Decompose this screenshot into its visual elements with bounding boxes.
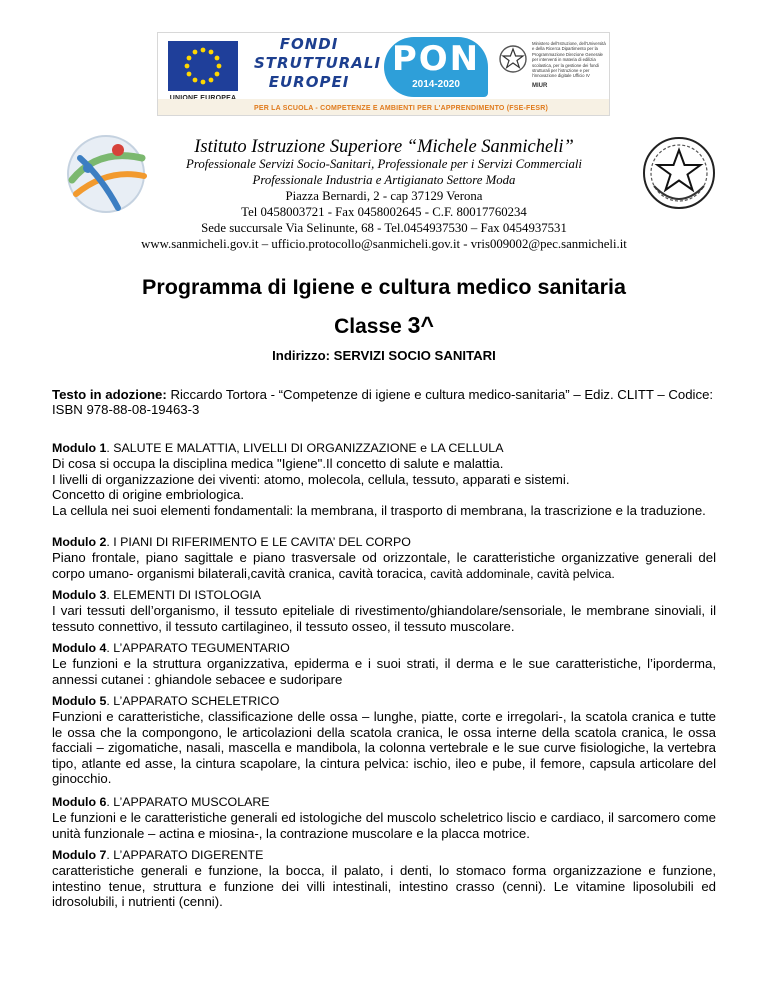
pon-years: 2014-2020 <box>412 79 460 90</box>
module-heading <box>52 848 716 863</box>
indirizzo: Indirizzo: SERVIZI SOCIO SANITARI <box>272 348 496 363</box>
module-1 <box>52 441 716 518</box>
fondi-strutturali-logo <box>254 35 382 99</box>
module-line: Concetto di origine embriologica. <box>52 487 245 503</box>
miur-text: Ministero dell'Istruzione, dell'Università e della Ricerca Dipartimento per la Programmazione Direzione Generale per interventi in materia di edilizia scolastica, per la gestione dei fondi strutturali per l'istruzione e per l'innovazione digitale Ufficio IV <box>532 41 606 79</box>
school-address: Piazza Bernardi, 2 - cap 37129 Verona <box>285 189 483 203</box>
module-label: Modulo 1 <box>52 441 107 455</box>
module-2 <box>52 535 716 582</box>
module-text: caratteristiche generali e funzione, la bocca, il palato, i denti, lo stomaco forma organizzazione e funzione, intestino tenue, struttura e funzione dei villi intestinali, intestino crasso (cenni). Le vitamine liposolubili ed idrosolubili, i nutrienti (cenni). <box>52 863 716 910</box>
module-line: I livelli di organizzazione dei viventi: atomo, molecola, cellula, tessuto, apparati e sistemi. <box>52 471 570 487</box>
class-label: Classe <box>334 315 402 338</box>
module-label: Modulo 4 <box>52 641 107 655</box>
module-heading <box>52 535 716 550</box>
module-title: . I PIANI DI RIFERIMENTO E LE CAVITA’ DEL CORPO <box>106 535 411 549</box>
module-text <box>52 550 716 582</box>
class-number: 3^ <box>407 312 434 338</box>
module-text: Funzioni e caratteristiche, classificazione delle ossa – lunghe, piatte, corte e irregolari-, la scatola cranica e tutte le ossa che la compongono, le articolazioni della scatola cranica, le ossa interne della scatola cranica, le ossa facciali – zigomatiche, nasali, mascella e mandibola, la colonna vertebrale e le sue curve fisiologiche, la vertebra tipo, atlante ed asse, la cintura scapolare, la cintura pelvica: ischio, ileo e pube, il femore, capsula articolare del ginocchio. <box>52 709 716 787</box>
module-label: Modulo 5 <box>52 694 107 708</box>
banner-slogan: PER LA SCUOLA - COMPETENZE E AMBIENTI PER L'APPRENDIMENTO (FSE-FESR) <box>254 105 548 112</box>
module-title: . L’APPARATO SCHELETRICO <box>106 694 280 708</box>
module-label: Modulo 2 <box>52 535 107 549</box>
module-title: . L’APPARATO TEGUMENTARIO <box>106 641 290 655</box>
module-title: . ELEMENTI DI ISTOLOGIA <box>106 588 262 602</box>
module-text-main: Piano frontale, piano sagittale e piano trasversale od orizzontale, le caratteristiche organizzative generali del corpo umano- organismi bilaterali,cavità cranica, cavità toracica, <box>52 550 716 581</box>
module-5 <box>52 694 716 786</box>
module-text: Le funzioni e la struttura organizzativa, epiderma e i suoi strati, il derma e le sue caratteristiche, l’iporderma, annessi cutanei : ghiandole sebacee e sudoripare <box>52 656 716 687</box>
module-heading <box>52 795 716 810</box>
module-label: Modulo 6 <box>52 795 107 809</box>
module-label: Modulo 3 <box>52 588 107 602</box>
module-text: Le funzioni e le caratteristiche generali ed istologiche del muscolo scheletrico liscio e cardiaco, il sarcomero come unità funzionale – actina e miosina-, la contrazione muscolare e la placca motrice. <box>52 810 716 841</box>
school-courses-line: Professionale Industria e Artigianato Settore Moda <box>252 173 516 187</box>
module-6 <box>52 795 716 841</box>
module-title: . L’APPARATO DIGERENTE <box>106 848 264 862</box>
module-heading <box>52 694 716 709</box>
module-heading <box>52 641 716 656</box>
textbook-label: Testo in adozione: <box>52 387 167 402</box>
school-name: Istituto Istruzione Superiore “Michele Sanmicheli” <box>194 137 574 157</box>
module-title: . SALUTE E MALATTIA, LIVELLI DI ORGANIZZAZIONE e LA CELLULA <box>106 441 504 455</box>
module-4 <box>52 641 716 687</box>
module-line: Di cosa si occupa la disciplina medica "Igiene".Il concetto di salute e malattia. <box>52 456 504 472</box>
document-title: Programma di Igiene e cultura medico sanitaria <box>142 275 626 299</box>
textbook-text: Riccardo Tortora - “Competenze di igiene e cultura medico-sanitaria” – Ediz. CLITT – Codice: ISBN 978-88-08-19463-3 <box>52 387 714 418</box>
school-branch: Sede succursale Via Selinunte, 68 - Tel.0454937530 – Fax 0454937531 <box>201 221 567 235</box>
fondi-line: FONDI <box>279 35 339 53</box>
module-title: . L’APPARATO MUSCOLARE <box>106 795 270 809</box>
module-heading <box>52 588 716 603</box>
school-contacts: Tel 0458003721 - Fax 0458002645 - C.F. 80017760234 <box>241 205 527 219</box>
module-line: La cellula nei suoi elementi fondamentali: la membrana, il trasporto di membrana, la trascrizione e la traduzione. <box>52 502 706 518</box>
pon-logo <box>384 37 488 97</box>
eu-flag-icon <box>168 41 238 91</box>
fondi-line: EUROPEI <box>268 73 350 91</box>
school-courses-line: Professionale Servizi Socio-Sanitari, Professionale per i Servizi Commerciali <box>186 157 582 171</box>
miur-logo <box>496 37 608 99</box>
module-7 <box>52 848 716 910</box>
module-label: Modulo 7 <box>52 848 107 862</box>
module-3 <box>52 588 716 634</box>
italian-emblem-icon <box>498 43 528 77</box>
fondi-line: STRUTTURALI <box>254 54 382 72</box>
module-text: I vari tessuti dell’organismo, il tessuto epiteliale di rivestimento/ghiandolare/sensoriale, le membrane sinoviali, il tessuto connettivo, il tessuto cartilagineo, il tessuto osseo, il tessuto muscolare. <box>52 603 716 634</box>
miur-label: MIUR <box>532 83 548 89</box>
class-line <box>0 312 768 339</box>
pon-text: PON <box>391 39 481 79</box>
module-heading <box>52 441 716 456</box>
school-web: www.sanmicheli.gov.it – ufficio.protocollo@sanmicheli.gov.it - vris009002@pec.sanmicheli.it <box>141 237 627 251</box>
textbook-paragraph <box>52 387 716 418</box>
pon-banner <box>157 32 610 116</box>
module-text-tail: cavità addominale, cavità pelvica. <box>430 566 615 581</box>
